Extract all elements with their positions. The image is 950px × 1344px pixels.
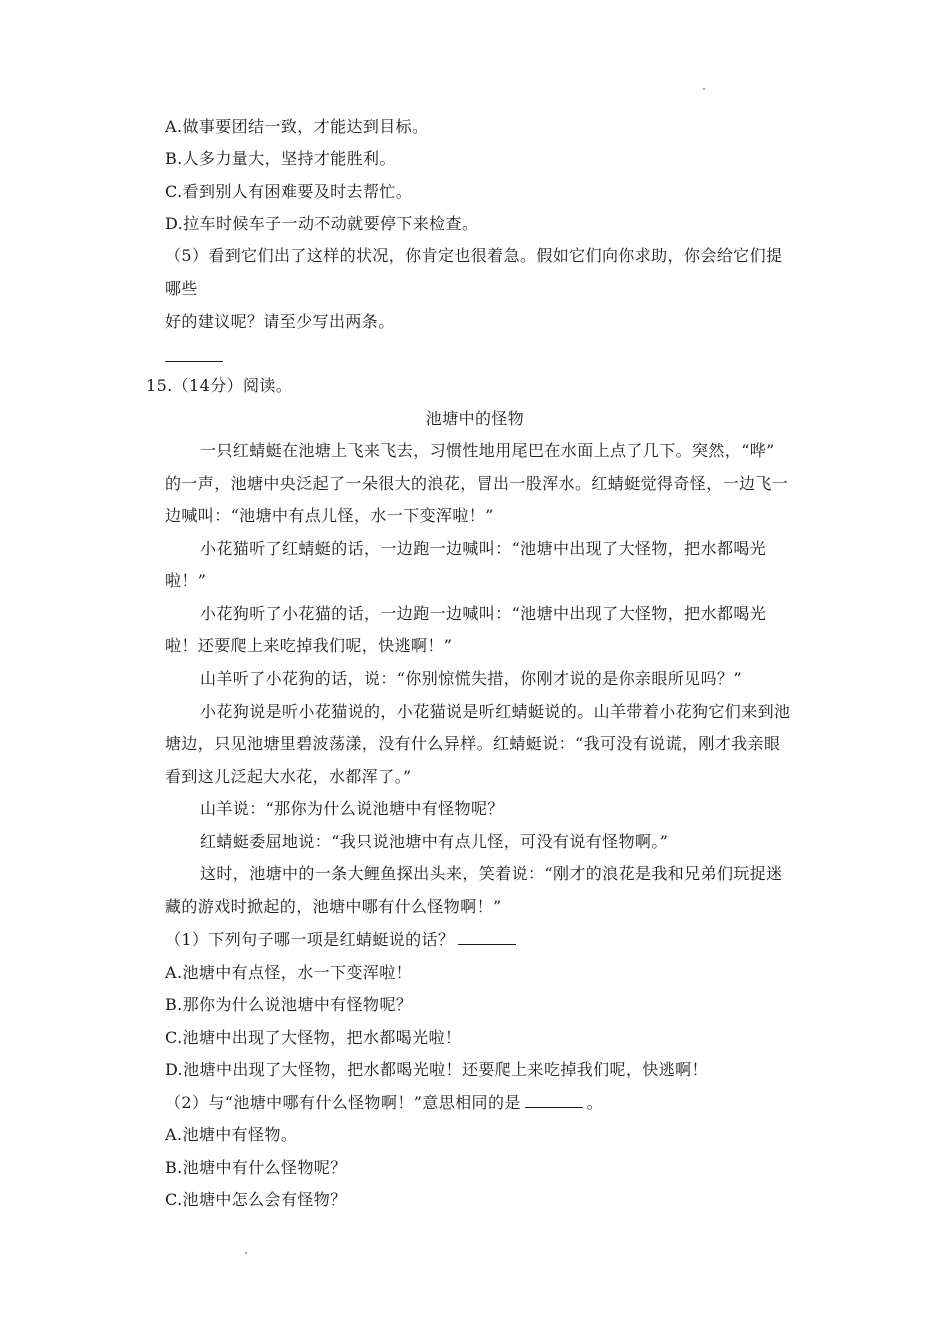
q14-option-d: D.拉车时候车子一动不动就要停下来检查。 <box>165 214 479 233</box>
q15-sub1-question <box>165 929 520 951</box>
passage-line: 塘边，只见池塘里碧波荡漾，没有什么异样。红蜻蜓说：“我可没有说谎，刚才我亲眼 <box>165 734 781 753</box>
q14-option-a: A.做事要团结一致，才能达到目标。 <box>165 117 429 136</box>
passage-line: 山羊听了小花狗的话，说：“你别惊慌失措，你刚才说的是你亲眼所见吗？” <box>200 669 742 688</box>
passage-line: 的一声，池塘中央泛起了一朵很大的浪花，冒出一股浑水。红蜻蜓觉得奇怪，一边飞一 <box>165 474 789 493</box>
passage-line: 山羊说：“那你为什么说池塘中有怪物呢？ <box>200 799 504 818</box>
q14-sub5-line2: 哪些 <box>165 279 198 298</box>
q15-sub1-text: （1）下列句子哪一项是红蜻蜓说的话？ <box>165 930 455 949</box>
passage-line: 小花狗说是听小花猫说的，小花猫说是听红蜻蜓说的。山羊带着小花狗它们来到池 <box>200 702 791 721</box>
passage-line: 边喊叫：“池塘中有点儿怪，水一下变浑啦！” <box>165 506 494 525</box>
q15-sub1-option-a: A.池塘中有点怪，水一下变浑啦！ <box>165 963 413 982</box>
q14-sub5-line3: 好的建议呢？请至少写出两条。 <box>165 312 395 331</box>
passage-line: 小花猫听了红蜻蜓的话，一边跑一边喊叫：“池塘中出现了大怪物，把水都喝光 <box>200 539 767 558</box>
q14-answer-blank[interactable] <box>165 361 223 362</box>
q15-sub2-end: 。 <box>586 1093 604 1112</box>
footer-mark <box>245 1252 247 1254</box>
passage-line: 啦！还要爬上来吃掉我们呢，快逃啊！” <box>165 636 453 655</box>
passage-line: 这时，池塘中的一条大鲤鱼探出头来，笑着说：“刚才的浪花是我和兄弟们玩捉迷 <box>200 864 783 883</box>
passage-line: 一只红蜻蜓在池塘上飞来飞去，习惯性地用尾巴在水面上点了几下。突然，“哗” <box>200 441 775 460</box>
passage-line: 藏的游戏时掀起的，池塘中哪有什么怪物啊！” <box>165 897 502 916</box>
passage-title: 池塘中的怪物 <box>425 409 525 428</box>
passage-line: 看到这儿泛起大水花，水都浑了。” <box>165 767 412 786</box>
q14-sub5-line1: （5）看到它们出了这样的状况，你肯定也很着急。假如它们向你求助，你会给它们提 <box>165 246 783 265</box>
passage-line: 啦！” <box>165 571 207 590</box>
q15-sub2-question <box>165 1092 603 1114</box>
q14-option-c: C.看到别人有困难要及时去帮忙。 <box>165 182 413 201</box>
passage-line: 红蜻蜓委屈地说：“我只说池塘中有点儿怪，可没有说有怪物啊。” <box>200 832 669 851</box>
header-mark <box>703 88 705 90</box>
passage-line: 小花狗听了小花猫的话，一边跑一边喊叫：“池塘中出现了大怪物，把水都喝光 <box>200 604 767 623</box>
q15-sub2-blank[interactable] <box>525 1093 583 1108</box>
q15-sub2-option-c: C.池塘中怎么会有怪物？ <box>165 1190 347 1209</box>
q15-sub2-option-a: A.池塘中有怪物。 <box>165 1125 298 1144</box>
q15-header: 15.（14分）阅读。 <box>146 376 293 395</box>
q15-sub1-blank[interactable] <box>458 930 516 945</box>
q14-option-b: B.人多力量大，坚持才能胜利。 <box>165 149 396 168</box>
q15-sub2-text: （2）与“池塘中哪有什么怪物啊！”意思相同的是 <box>165 1093 521 1112</box>
q15-sub1-option-c: C.池塘中出现了大怪物，把水都喝光啦！ <box>165 1028 462 1047</box>
q15-sub1-option-d: D.池塘中出现了大怪物，把水都喝光啦！还要爬上来吃掉我们呢，快逃啊！ <box>165 1060 708 1079</box>
q15-sub1-option-b: B.那你为什么说池塘中有怪物呢？ <box>165 995 413 1014</box>
q15-sub2-option-b: B.池塘中有什么怪物呢？ <box>165 1158 347 1177</box>
